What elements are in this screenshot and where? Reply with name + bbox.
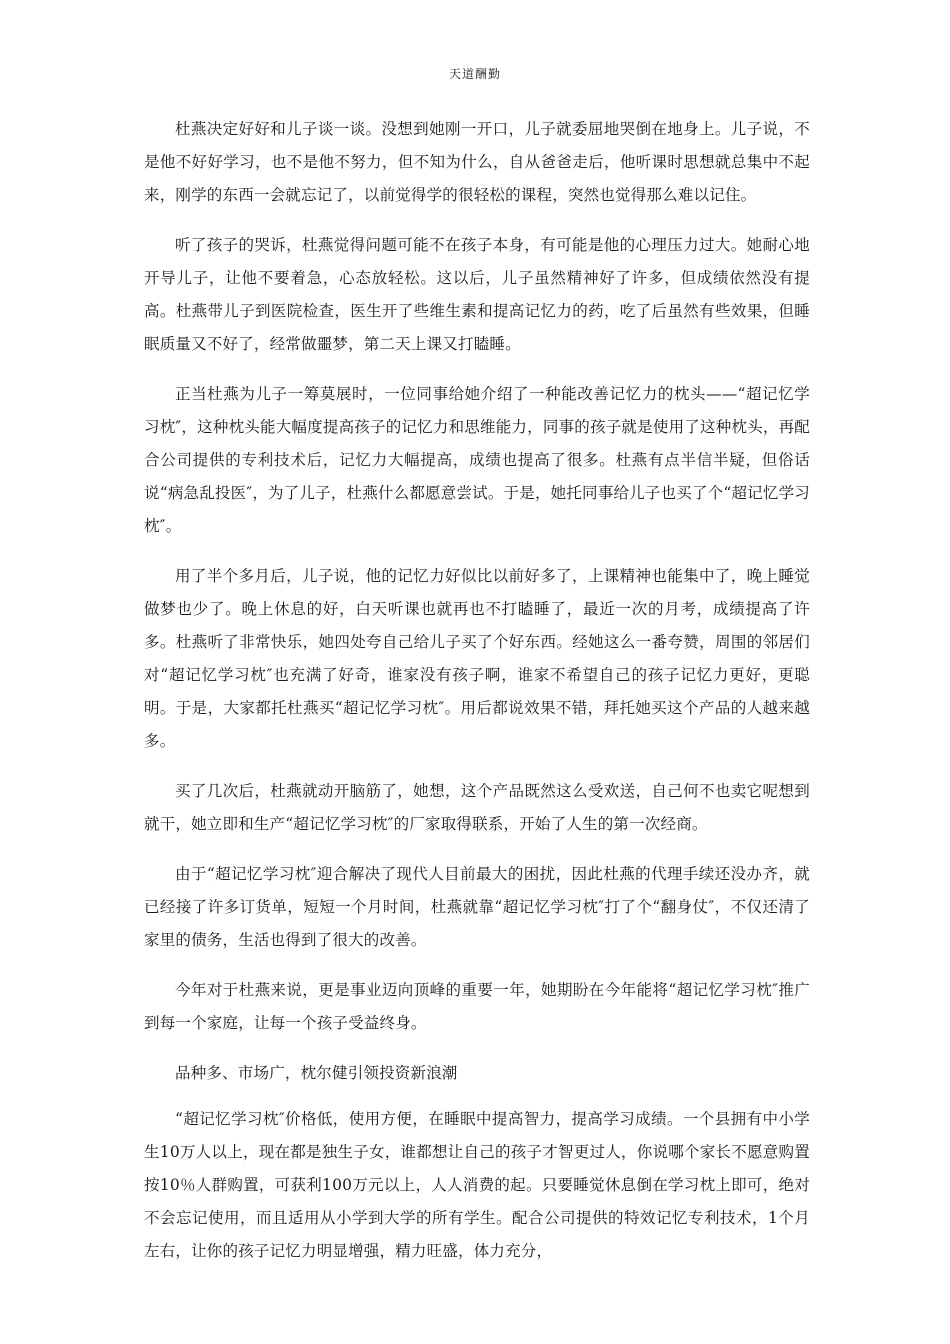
paragraph: 买了几次后，杜燕就动开脑筋了，她想，这个产品既然这么受欢送，自己何不也卖它呢想到就干，她立即和生产“超记忆学习枕″的厂家取得联系，开始了人生的第一次经商。 bbox=[144, 782, 810, 833]
paragraph: 用了半个多月后，儿子说，他的记忆力好似比以前好多了，上课精神也能集中了，晚上睡觉做梦也少了。晚上休息的好，白天听课也就再也不打瞌睡了，最近一次的月考，成绩提高了许多。杜燕听了非常快乐，她四处夸自己给儿子买了个好东西。经她这么一番夸赞，周围的邻居们对“超记忆学习枕″也充满了好奇，谁家没有孩子啊，谁家不希望自己的孩子记忆力更好，更聪明。于是，大家都托杜燕买“超记忆学习枕″。用后都说效果不错，拜托她买这个产品的人越来越多。 bbox=[144, 567, 810, 750]
paragraph: 今年对于杜燕来说，更是事业迈向顶峰的重要一年，她期盼在今年能将“超记忆学习枕″推广到每一个家庭，让每一个孩子受益终身。 bbox=[144, 981, 810, 1032]
paragraph: 听了孩子的哭诉，杜燕觉得问题可能不在孩子本身，有可能是他的心理压力过大。她耐心地开导儿子，让他不要着急，心态放轻松。这以后，儿子虽然精神好了许多，但成绩依然没有提高。杜燕带儿子到医院检查，医生开了些维生素和提高记忆力的药，吃了后虽然有些效果，但睡眠质量又不好了，经常做噩梦，第二天上课又打瞌睡。 bbox=[144, 236, 810, 353]
section-subheading: 品种多、市场广，枕尔健引领投资新浪潮 bbox=[175, 1064, 458, 1082]
page-header: 天道酬勤 bbox=[448, 67, 501, 81]
article-body bbox=[144, 113, 810, 1285]
paragraph: “超记忆学习枕″价格低，使用方便，在睡眠中提高智力，提高学习成绩。一个县拥有中小学生10万人以上，现在都是独生子女，谁都想让自己的孩子才智更过人，你说哪个家长不愿意购置按10％人群购置，可获利100万元以上，人人消费的起。只要睡觉休息倒在学习枕上即可，绝对不会忘记使用，而且适用从小学到大学的所有学生。配合公司提供的特效记忆专利技术，1个月左右，让你的孩子记忆力明显增强，精力旺盛，体力充分， bbox=[144, 1110, 810, 1260]
paragraph: 正当杜燕为儿子一筹莫展时，一位同事给她介绍了一种能改善记忆力的枕头——“超记忆学习枕″，这种枕头能大幅度提高孩子的记忆力和思维能力，同事的孩子就是使用了这种枕头，再配合公司提供的专利技术后，记忆力大幅提高，成绩也提高了很多。杜燕有点半信半疑，但俗话说“病急乱投医″，为了儿子，杜燕什么都愿意尝试。于是，她托同事给儿子也买了个“超记忆学习枕″。 bbox=[144, 385, 810, 535]
paragraph: 杜燕决定好好和儿子谈一谈。没想到她刚一开口，儿子就委屈地哭倒在地身上。儿子说，不是他不好好学习，也不是他不努力，但不知为什么，自从爸爸走后，他听课时思想就总集中不起来，刚学的东西一会就忘记了，以前觉得学的很轻松的课程，突然也觉得那么难以记住。 bbox=[144, 120, 810, 204]
paragraph: 由于“超记忆学习枕″迎合解决了现代人目前最大的困扰，因此杜燕的代理手续还没办齐，就已经接了许多订货单，短短一个月时间，杜燕就靠“超记忆学习枕″打了个“翻身仗″，不仅还清了家里的债务，生活也得到了很大的改善。 bbox=[144, 865, 810, 949]
